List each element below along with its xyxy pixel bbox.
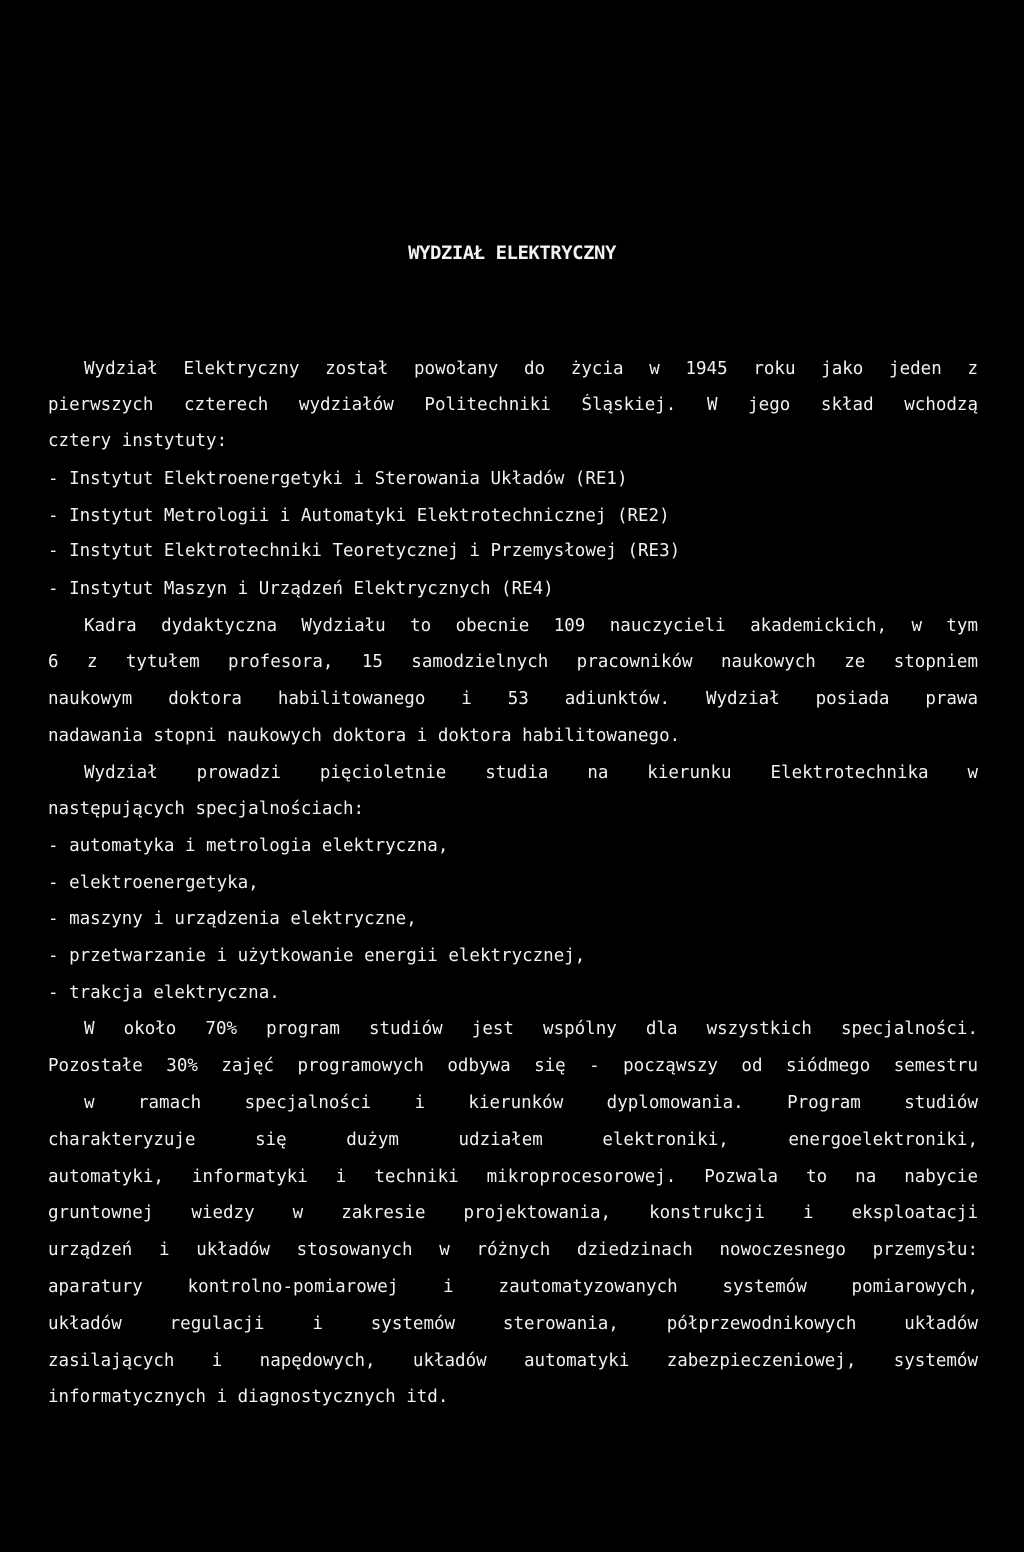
text-line: naukowym doktora habilitowanego i 53 adiunktów. Wydział posiada prawa	[48, 689, 978, 709]
text-line: Kadra dydaktyczna Wydziału to obecnie 109 nauczycieli akademickich, w tym	[84, 616, 978, 636]
list-item: - przetwarzanie i użytkowanie energii elektrycznej,	[48, 946, 586, 966]
list-item: - automatyka i metrologia elektryczna,	[48, 836, 449, 856]
page-title: WYDZIAŁ ELEKTRYCZNY	[408, 242, 616, 264]
list-item: - Instytut Maszyn i Urządzeń Elektrycznych (RE4)	[48, 579, 554, 599]
text-line: Wydział prowadzi pięcioletnie studia na kierunku Elektrotechnika w	[84, 763, 978, 783]
text-line: 6 z tytułem profesora, 15 samodzielnych pracowników naukowych ze stopniem	[48, 652, 978, 672]
text-line: charakteryzuje się dużym udziałem elektroniki, energoelektroniki,	[48, 1130, 978, 1150]
text-line: nadawania stopni naukowych doktora i doktora habilitowanego.	[48, 726, 681, 746]
text-line: aparatury kontrolno-pomiarowej i zautomatyzowanych systemów pomiarowych,	[48, 1277, 978, 1297]
text-line: cztery instytuty:	[48, 431, 228, 451]
list-item: - maszyny i urządzenia elektryczne,	[48, 909, 417, 929]
text-line: informatycznych i diagnostycznych itd.	[48, 1387, 449, 1407]
text-line: w ramach specjalności i kierunków dyplomowania. Program studiów	[84, 1093, 978, 1113]
list-item: - Instytut Elektroenergetyki i Sterowania Układów (RE1)	[48, 469, 628, 489]
list-item: - Instytut Metrologii i Automatyki Elektrotechnicznej (RE2)	[48, 506, 670, 526]
text-line: W około 70% program studiów jest wspólny dla wszystkich specjalności.	[84, 1019, 978, 1039]
list-item: - Instytut Elektrotechniki Teoretycznej i Przemysłowej (RE3)	[48, 541, 681, 561]
text-line: układów regulacji i systemów sterowania, półprzewodnikowych układów	[48, 1314, 978, 1334]
text-line: następujących specjalnościach:	[48, 799, 365, 819]
list-item: - elektroenergetyka,	[48, 873, 259, 893]
text-line: gruntownej wiedzy w zakresie projektowania, konstrukcji i eksploatacji	[48, 1203, 978, 1223]
text-line: urządzeń i układów stosowanych w różnych dziedzinach nowoczesnego przemysłu:	[48, 1240, 978, 1260]
text-line: Wydział Elektryczny został powołany do życia w 1945 roku jako jeden z	[84, 359, 978, 379]
text-line: automatyki, informatyki i techniki mikroprocesorowej. Pozwala to na nabycie	[48, 1167, 978, 1187]
text-line: zasilających i napędowych, układów automatyki zabezpieczeniowej, systemów	[48, 1351, 978, 1371]
text-line: Pozostałe 30% zajęć programowych odbywa się - począwszy od siódmego semestru	[48, 1056, 978, 1076]
text-line: pierwszych czterech wydziałów Politechniki Śląskiej. W jego skład wchodzą	[48, 395, 978, 415]
list-item: - trakcja elektryczna.	[48, 983, 280, 1003]
